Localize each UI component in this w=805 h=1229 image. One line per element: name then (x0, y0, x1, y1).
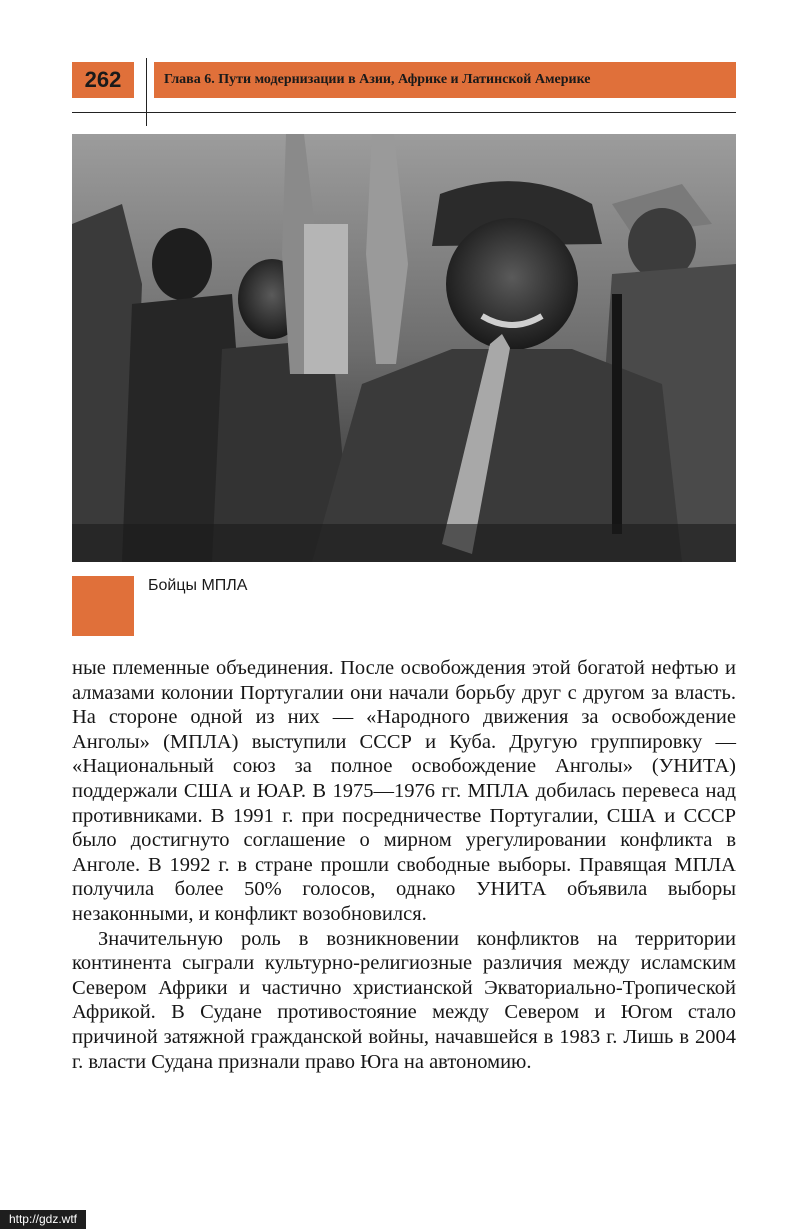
header-divider-horizontal (72, 112, 736, 113)
caption-accent-block (72, 576, 134, 636)
photo-illustration (72, 134, 736, 562)
body-text (72, 656, 736, 1074)
paragraph-1: ные племенные объединения. После освобождения этой богатой нефтью и алмазами колонии Португалии они начали борьбу друг с другом за власть. На стороне одной из них — «Народного движения за освобождение Анголы» (МПЛА) выступили СССР и Куба. Другую группировку — «Национальный союз за полное освобождение Анголы» (УНИТА) поддержали США и ЮАР. В 1975—1976 гг. МПЛА добилась перевеса над противниками. В 1991 г. при посредничестве Португалии, США и СССР было достигнуто соглашение о мирном урегулировании конфликта в Анголе. В 1992 г. в стране прошли свободные выборы. Правящая МПЛА получила более 50% голосов, однако УНИТА объявила выборы незаконными, и конфликт возобновился. (72, 657, 736, 925)
page-number: 262 (72, 62, 134, 98)
chapter-title: Глава 6. Пути модернизации в Азии, Африке и Латинской Америке (154, 62, 736, 98)
paragraph-2: Значительную роль в возникновении конфликтов на территории континента сыграли культурно-религиозные различия между исламским Севером Африки и частично христианской Экваториально-Тропической Африкой. В Судане противостояние между Севером и Югом стало причиной затяжной гражданской войны, начавшейся в 1983 г. Лишь в 2004 г. власти Судана признали право Юга на автономию. (72, 927, 736, 1073)
figure-caption: Бойцы МПЛА (148, 577, 248, 594)
header-divider-vertical (146, 58, 147, 126)
site-watermark: http://gdz.wtf (0, 1210, 86, 1229)
mpla-soldiers-photo (72, 134, 736, 562)
